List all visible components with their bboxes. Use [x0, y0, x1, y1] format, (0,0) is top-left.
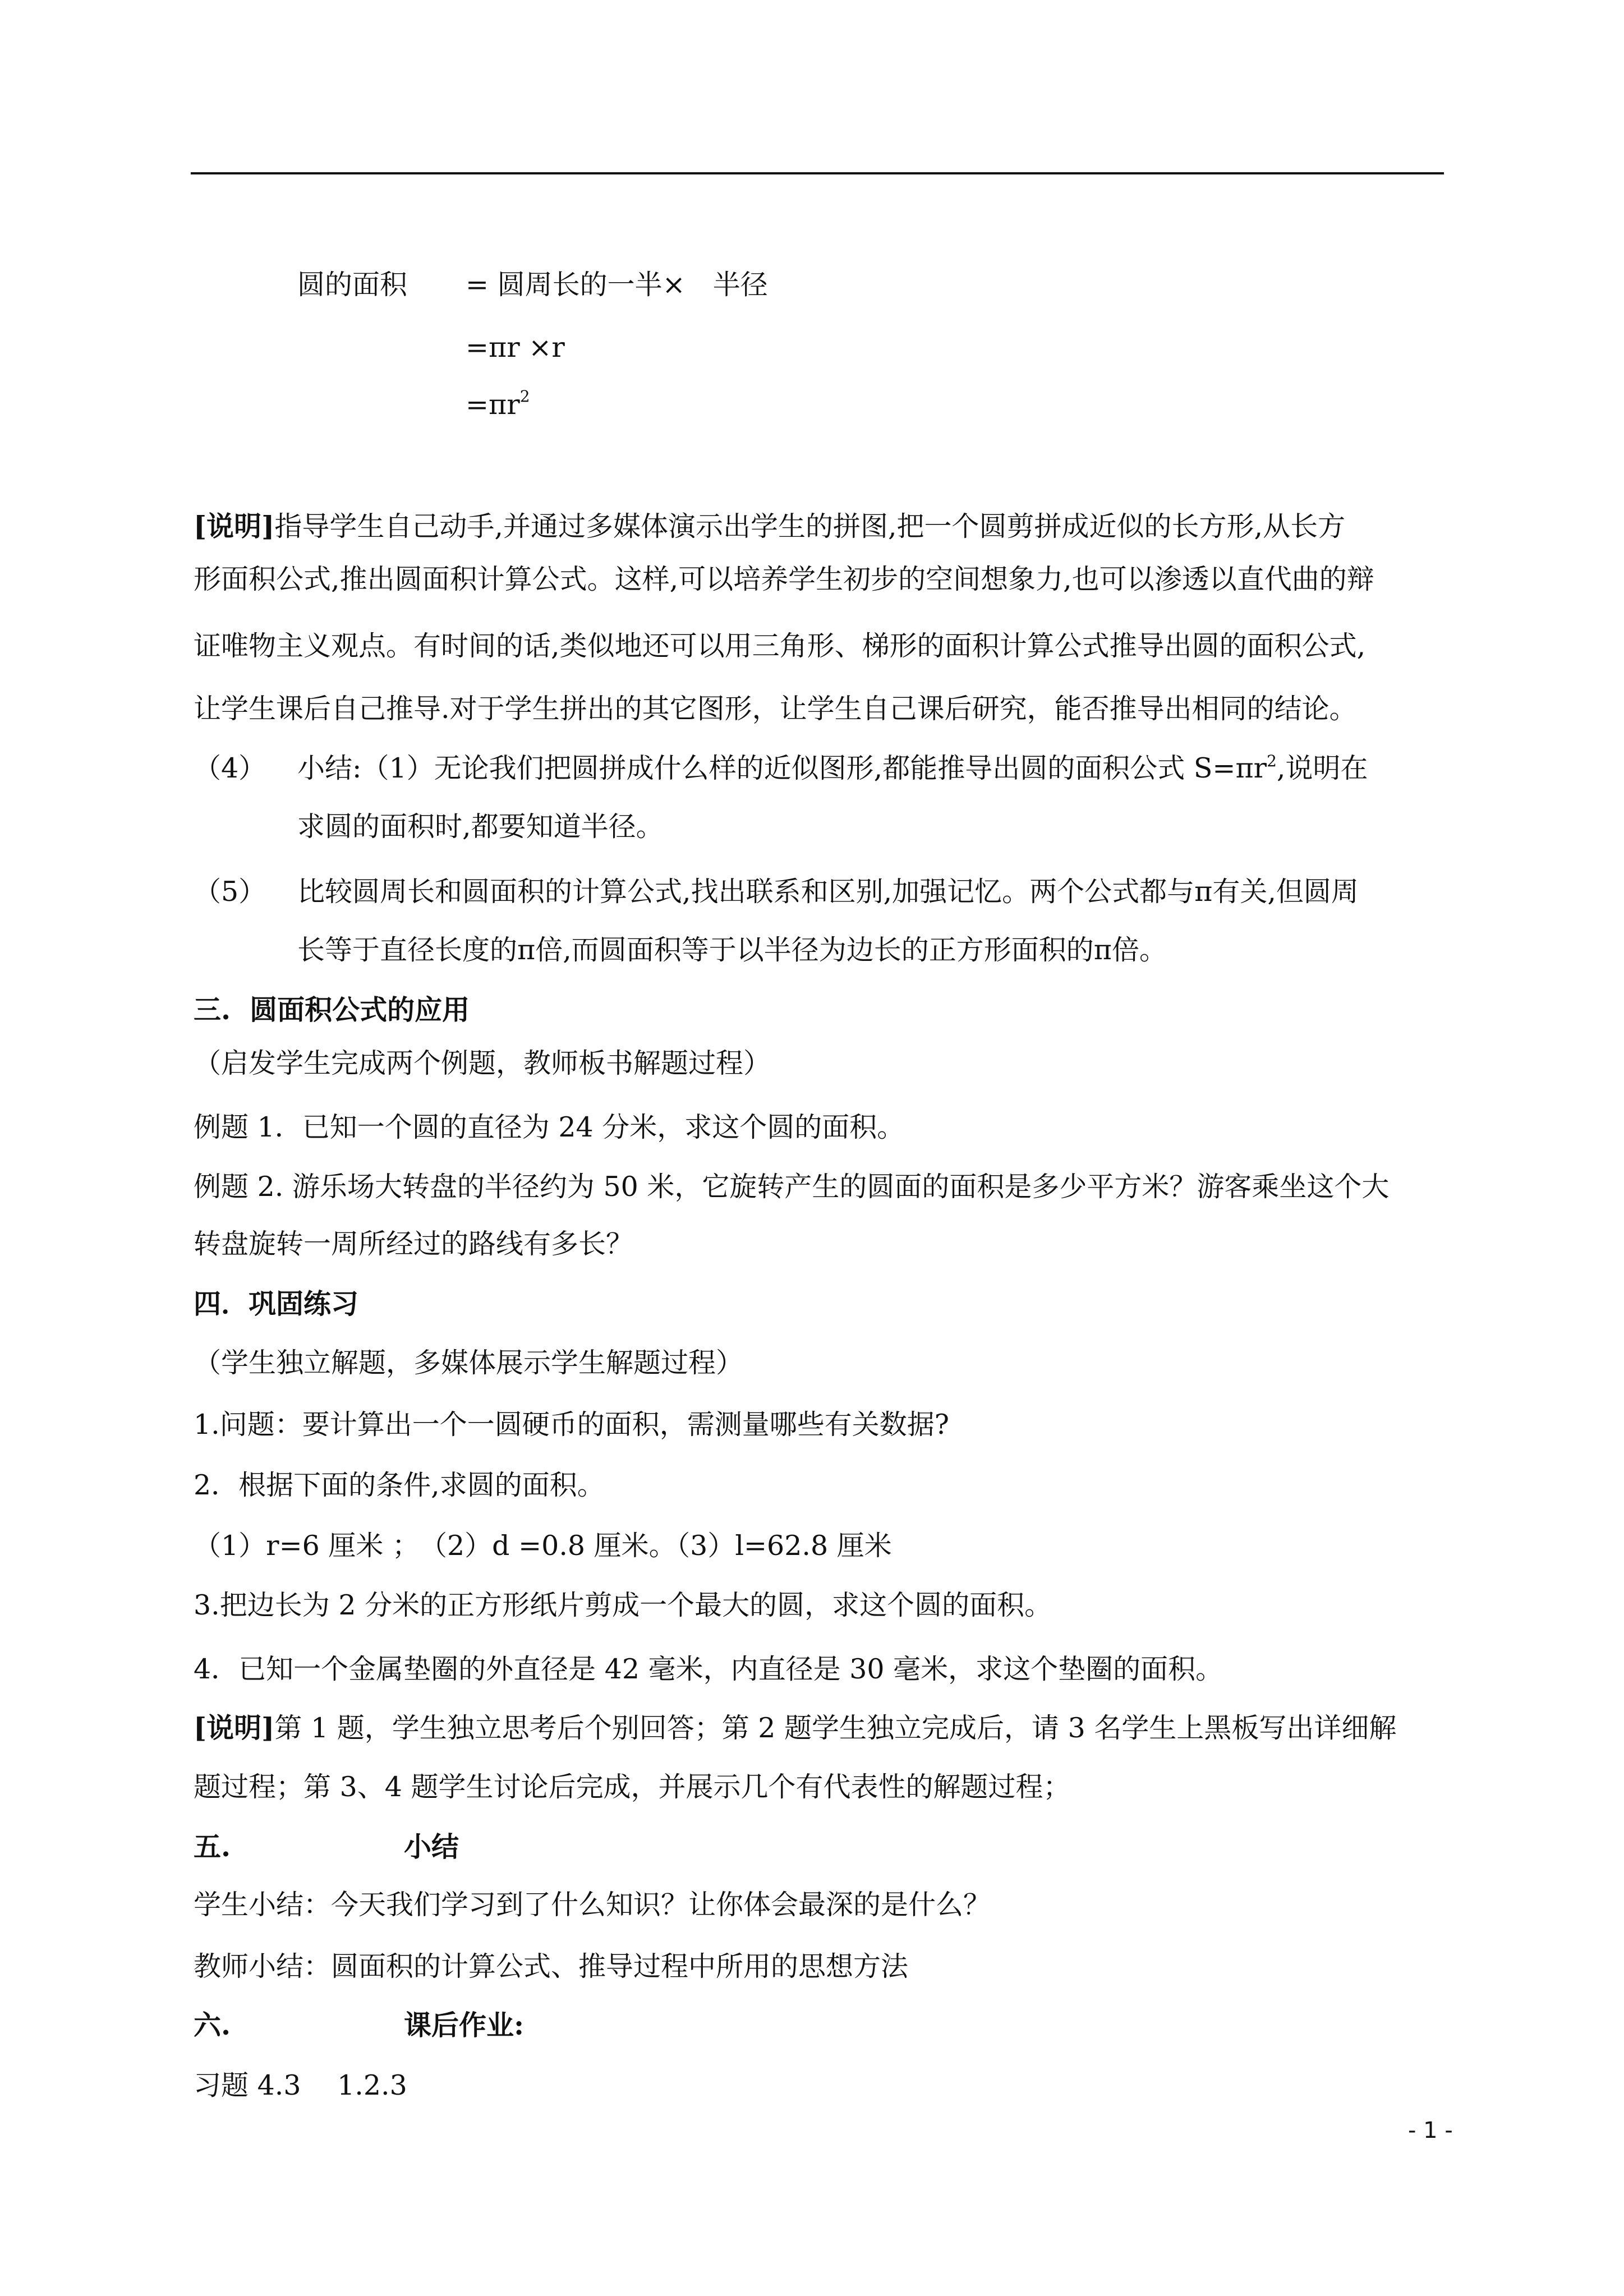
- note2-tag: [说明]: [194, 1711, 275, 1744]
- note1-line-1: [说明]指导学生自己动手,并通过多媒体演示出学生的拼图,把一个圆剪拼成近似的长方形,从长方: [194, 510, 1346, 542]
- example-2-line-2: 转盘旋转一周所经过的路线有多长？: [194, 1228, 634, 1260]
- note1-line-2: 形面积公式,推出圆面积计算公式。这样,可以培养学生初步的空间想象力,也可以渗透以直代曲的辩: [194, 563, 1374, 595]
- example-1: 例题 1．已知一个圆的直径为 24 分米，求这个圆的面积。: [194, 1111, 905, 1143]
- homework: 习题 4.3 1.2.3: [194, 2069, 407, 2101]
- item5-line-2: 长等于直径长度的π倍,而圆面积等于以半径为边长的正方形面积的π倍。: [297, 934, 1167, 966]
- teacher-summary: 教师小结：圆面积的计算公式、推导过程中所用的思想方法: [194, 1950, 909, 1982]
- note2-line-1: [说明]第 1 题，学生独立思考后个别回答；第 2 题学生独立完成后，请 3 名学生上黑板写出详细解: [194, 1711, 1397, 1744]
- example-2-line-1: 例题 2. 游乐场大转盘的半径约为 50 米，它旋转产生的圆面的面积是多少平方米？游客乘坐这个大: [194, 1171, 1390, 1203]
- section-5-number: 五.: [194, 1830, 231, 1863]
- formula-rhs-1: = 圆周长的一半× 半径: [466, 269, 768, 301]
- header-rule: [191, 172, 1444, 174]
- item4-line-2: 求圆的面积时,都要知道半径。: [297, 811, 664, 843]
- item4-exponent: 2: [1267, 752, 1277, 770]
- note1-tag: [说明]: [194, 510, 275, 542]
- note2-line-2: 题过程；第 3、4 题学生讨论后完成，并展示几个有代表性的解题过程；: [194, 1771, 1071, 1803]
- note1-line-3: 证唯物主义观点。有时间的话,类似地还可以用三角形、梯形的面积计算公式推导出圆的面积公式,: [194, 630, 1366, 662]
- section-3-title: 三. 圆面积公式的应用: [194, 993, 470, 1026]
- student-summary: 学生小结：今天我们学习到了什么知识？让你体会最深的是什么？: [194, 1889, 991, 1921]
- page-number: - 1 -: [1408, 2118, 1453, 2143]
- section-5-title: 小结: [404, 1830, 459, 1863]
- item4-number: （4）: [194, 752, 266, 784]
- question-3: 3.把边长为 2 分米的正方形纸片剪成一个最大的圆，求这个圆的面积。: [194, 1589, 1052, 1621]
- item5-number: （5）: [194, 876, 266, 908]
- question-2: 2．根据下面的条件,求圆的面积。: [194, 1469, 605, 1501]
- item4-line-1: 小结:（1）无论我们把圆拼成什么样的近似图形,都能推导出圆的面积公式 $S=\pi r^2$,说明在: [297, 752, 1368, 784]
- formula-label: 圆的面积: [297, 269, 408, 301]
- item5-line-1: 比较圆周长和圆面积的计算公式,找出联系和区别,加强记忆。两个公式都与π有关,但圆周: [297, 876, 1359, 908]
- formula-exponent: 2: [519, 387, 530, 406]
- question-1: 1.问题：要计算出一个一圆硬币的面积，需测量哪些有关数据?: [194, 1409, 950, 1441]
- section-6-number: 六.: [194, 2009, 231, 2041]
- note1-line-4: 让学生课后自己推导.对于学生拼出的其它图形，让学生自己课后研究，能否推导出相同的结论。: [194, 693, 1357, 725]
- formula-rhs-3: $=\pi r^2$: [466, 387, 530, 421]
- section-4-title: 四．巩固练习: [194, 1287, 359, 1320]
- formula-rhs-2: =πr ×r: [466, 332, 565, 364]
- question-4: 4．已知一个金属垫圈的外直径是 42 毫米，内直径是 30 毫米，求这个垫圈的面积。: [194, 1653, 1223, 1685]
- section-4-hint: （学生独立解题，多媒体展示学生解题过程）: [194, 1347, 744, 1379]
- section-3-hint: （启发学生完成两个例题，教师板书解题过程）: [194, 1047, 771, 1079]
- section-6-title: 课后作业:: [404, 2009, 525, 2041]
- question-2-options: （1）r=6 厘米 ； （2）d =0.8 厘米。（3）l=62.8 厘米: [194, 1530, 892, 1562]
